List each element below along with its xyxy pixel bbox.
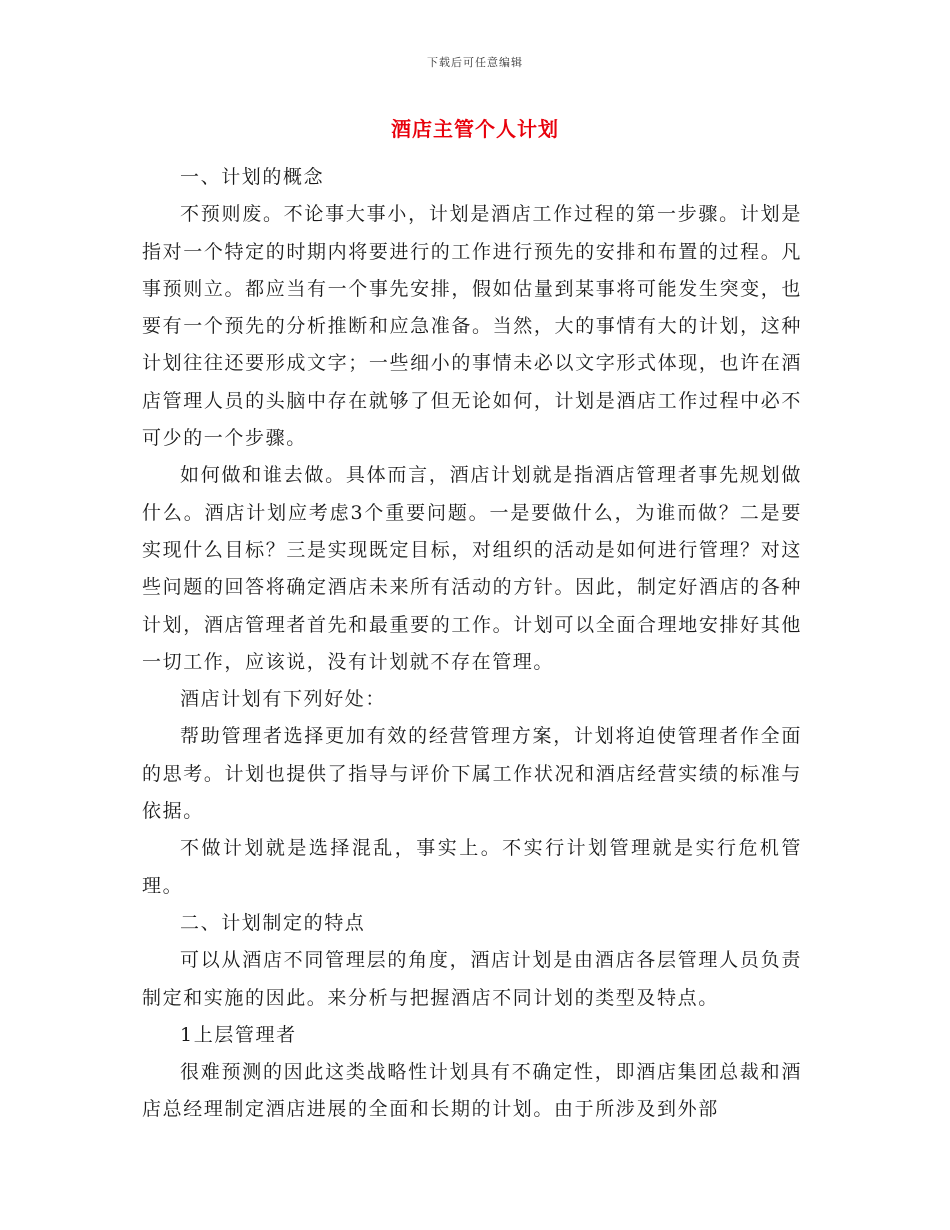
page-header-note: 下载后可任意编辑 bbox=[427, 56, 523, 69]
paragraph: 可以从酒店不同管理层的角度，酒店计划是由酒店各层管理人员负责制定和实施的因此。来分析与把握酒店不同计划的类型及特点。 bbox=[142, 949, 802, 1009]
paragraph: 如何做和谁去做。具体而言，酒店计划就是指酒店管理者事先规划做什么。酒店计划应考虑3个重要问题。一是要做什么，为谁而做？二是要实现什么目标？三是实现既定目标，对组织的活动是如何进行管理？对这些问题的回答将确定酒店未来所有活动的方针。因此，制定好酒店的各种计划，酒店管理者首先和最重要的工作。计划可以全面合理地安排好其他一切工作，应该说，没有计划就不存在管理。 bbox=[142, 464, 802, 673]
paragraph: 很难预测的因此这类战略性计划具有不确定性，即酒店集团总裁和酒店总经理制定酒店进展的全面和长期的计划。由于所涉及到外部 bbox=[142, 1061, 802, 1121]
document-title: 酒店主管个人计划 bbox=[391, 117, 559, 141]
paragraph: 不预则废。不论事大事小，计划是酒店工作过程的第一步骤。计划是指对一个特定的时期内将要进行的工作进行预先的安排和布置的过程。凡事预则立。都应当有一个事先安排，假如估量到某事将可能发生突变，也要有一个预先的分析推断和应急准备。当然，大的事情有大的计划，这种计划往往还要形成文字；一些细小的事情未必以文字形式体现，也许在酒店管理人员的头脑中存在就够了但无论如何，计划是酒店工作过程中必不可少的一个步骤。 bbox=[142, 203, 802, 450]
paragraph: 不做计划就是选择混乱，事实上。不实行计划管理就是实行危机管理。 bbox=[142, 837, 802, 897]
subsection-heading-upper-management: 1上层管理者 bbox=[180, 1023, 297, 1046]
document-body bbox=[142, 159, 802, 1129]
section-heading-concept: 一、计划的概念 bbox=[180, 166, 325, 188]
section-heading-features: 二、计划制定的特点 bbox=[180, 911, 366, 934]
paragraph: 帮助管理者选择更加有效的经营管理方案，计划将迫使管理者作全面的思考。计划也提供了指导与评价下属工作状况和酒店经营实绩的标准与依据。 bbox=[142, 725, 802, 823]
paragraph: 酒店计划有下列好处： bbox=[180, 688, 387, 711]
